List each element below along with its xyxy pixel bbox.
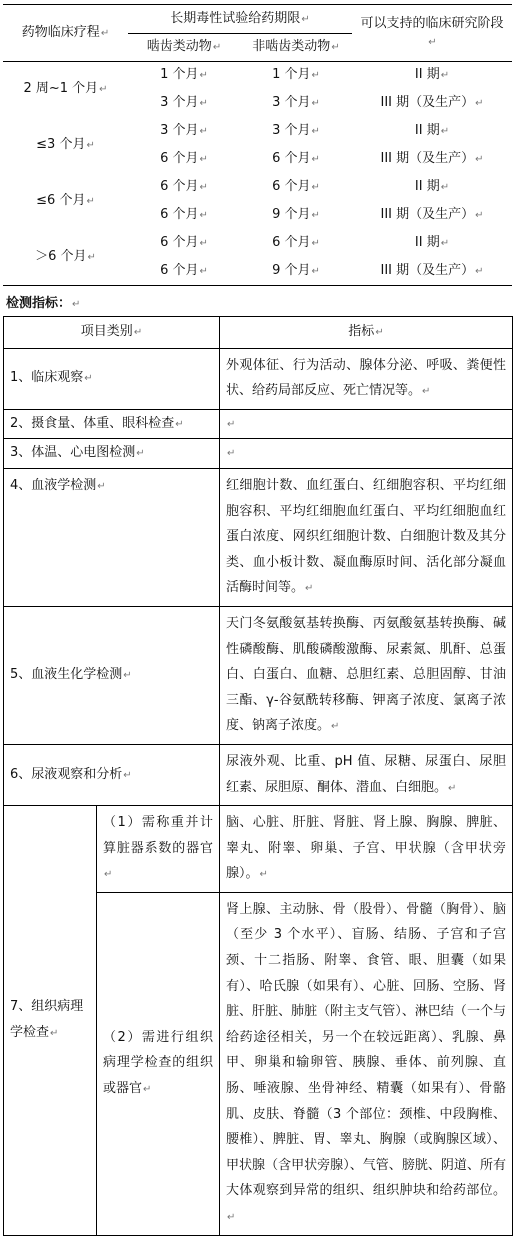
period-cell: 2 周~1 个月↵: [23, 81, 108, 97]
rodent-cell: 6 个月↵: [160, 235, 208, 250]
stage-cell: III 期（及生产）↵: [352, 258, 512, 286]
nonrodent-cell: 6 个月↵: [272, 179, 320, 194]
nonrodent-cell: 1 个月↵: [272, 67, 320, 83]
period-cell: ≤3 个月↵: [36, 137, 95, 152]
header-dosing-period: 长期毒性试验给药期限↵: [128, 5, 352, 34]
rodent-cell: 3 个月↵: [160, 95, 208, 110]
header-clinical-stage: 可以支持的临床研究阶段↵: [352, 5, 512, 62]
category-cell: 7、组织病理学检查↵: [4, 806, 97, 1236]
stage-cell: III 期（及生产）↵: [380, 207, 484, 222]
nonrodent-cell: 6 个月↵: [272, 151, 320, 166]
rodent-cell: 1 个月↵: [160, 67, 208, 83]
category-cell: 5、血液生化学检测↵: [4, 606, 220, 744]
rodent-cell: 6 个月↵: [160, 151, 208, 166]
rodent-cell: 6 个月↵: [160, 179, 208, 194]
indicator-cell: 外观体征、行为活动、腺体分泌、呼吸、粪便性状、给药局部反应、死亡情况等。↵: [220, 348, 513, 409]
rodent-cell: 6 个月↵: [160, 207, 208, 222]
category-cell: 2、摄食量、体重、眼科检查↵: [4, 409, 220, 439]
stage-cell: III 期（及生产）↵: [380, 95, 484, 110]
rodent-cell: 3 个月↵: [160, 123, 208, 138]
indicator-cell: ↵: [220, 439, 513, 469]
header-rodent: 啮齿类动物↵: [146, 39, 222, 54]
stage-cell: III 期（及生产）↵: [380, 151, 484, 166]
category-cell: 3、体温、心电图检测↵: [4, 439, 220, 469]
stage-cell: II 期↵: [414, 235, 450, 250]
indicator-cell: 脑、心脏、肝脏、肾脏、肾上腺、胸腺、脾脏、睾丸、附睾、卵巢、子宫、甲状腺（含甲状旁腺）。↵: [220, 806, 513, 893]
nonrodent-cell: 9 个月↵: [240, 258, 352, 286]
header-category: 项目类别↵: [4, 317, 220, 349]
duration-table: [3, 4, 512, 286]
stage-cell: II 期↵: [414, 179, 450, 194]
period-cell: ≤6 个月↵: [36, 193, 95, 208]
stage-cell: II 期↵: [414, 67, 450, 83]
subcategory-cell: （1）需称重并计算脏器系数的器官↵: [97, 806, 220, 893]
category-cell: 1、临床观察↵: [4, 348, 220, 409]
nonrodent-cell: 6 个月↵: [272, 235, 320, 250]
rodent-cell: 6 个月↵: [128, 258, 240, 286]
nonrodent-cell: 9 个月↵: [272, 207, 320, 222]
category-cell: 4、血液学检测↵: [4, 468, 220, 606]
header-indicator: 指标↵: [220, 317, 513, 349]
nonrodent-cell: 3 个月↵: [272, 95, 320, 110]
header-clinical-duration: 药物临床疗程↵: [3, 5, 128, 62]
category-cell: 6、尿液观察和分析↵: [4, 744, 220, 805]
subcategory-cell: （2）需进行组织病理学检查的组织或器官↵: [97, 892, 220, 1235]
indicator-table: [3, 316, 513, 1236]
period-cell: ＞6 个月↵: [3, 230, 128, 286]
indicator-cell: ↵: [220, 409, 513, 439]
section-heading: 检测指标：↵: [6, 296, 81, 311]
indicator-cell: 天门冬氨酸氨基转换酶、丙氨酸氨基转换酶、碱性磷酸酶、肌酸磷酸激酶、尿素氮、肌酐、总蛋白、白蛋白、血糖、总胆红素、总胆固醇、甘油三酯、γ-谷氨酰转移酶、钾离子浓度、氯离子浓度、钠离子浓度。↵: [220, 606, 513, 744]
indicator-cell: 尿液外观、比重、pH 值、尿糖、尿蛋白、尿胆红素、尿胆原、酮体、潜血、白细胞。↵: [220, 744, 513, 805]
nonrodent-cell: 3 个月↵: [272, 123, 320, 138]
header-nonrodent: 非啮齿类动物↵: [252, 39, 340, 54]
indicator-cell: 肾上腺、主动脉、骨（股骨）、骨髓（胸骨）、脑（至少 3 个水平）、盲肠、结肠、子宫和子宫颈、十二指肠、附睾、食管、眼、胆囊（如果有）、哈氏腺（如果有）、心脏、回肠、空肠、肾脏、肝脏、肺脏（附主支气管）、淋巴结（一个与给药途径相关，另一个在较远距离）、乳腺、鼻甲、卵巢和输卵管、胰腺、垂体、前列腺、直肠、唾液腺、坐骨神经、精囊（如果有）、骨骼肌、皮肤、脊髓（3 个部位：颈椎、中段胸椎、腰椎）、脾脏、胃、睾丸、胸腺（或胸腺区域）、甲状腺（含甲状旁腺）、气管、膀胱、阴道、所有大体观察到异常的组织、组织肿块和给药部位。↵: [220, 892, 513, 1235]
stage-cell: II 期↵: [414, 123, 450, 138]
indicator-cell: 红细胞计数、血红蛋白、红细胞容积、平均红细胞容积、平均红细胞血红蛋白、平均红细胞血红蛋白浓度、网织红细胞计数、白细胞计数及其分类、血小板计数、凝血酶原时间、活化部分凝血活酶时间等。↵: [220, 468, 513, 606]
